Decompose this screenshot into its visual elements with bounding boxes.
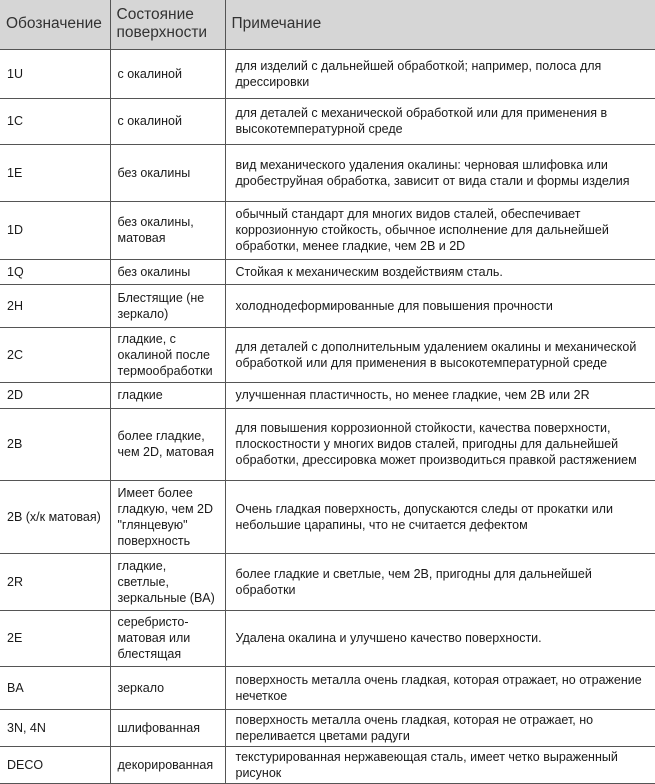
table-row <box>0 666 655 709</box>
note-cell: улучшенная пластичность, но менее гладкие, чем 2B или 2R <box>225 382 655 408</box>
designation-cell: 2R <box>0 553 110 610</box>
designation-cell: 2B (х/к матовая) <box>0 480 110 553</box>
table-row <box>0 709 655 746</box>
table-row <box>0 382 655 408</box>
designation-cell: 1C <box>0 98 110 144</box>
note-cell: для деталей с механической обработкой или для применения в высокотемпературной среде <box>225 98 655 144</box>
table-row <box>0 610 655 666</box>
surface-state-cell: Блестящие (не зеркало) <box>110 284 225 327</box>
designation-cell: 2H <box>0 284 110 327</box>
note-cell: Стойкая к механическим воздействиям сталь. <box>225 259 655 284</box>
note-cell: вид механического удаления окалины: черновая шлифовка или дробеструйная обработка, зависит от вида стали и формы изделия <box>225 144 655 201</box>
surface-state-cell: зеркало <box>110 666 225 709</box>
designation-cell: 1E <box>0 144 110 201</box>
surface-state-cell: Имеет более гладкую, чем 2D "глянцевую" поверхность <box>110 480 225 553</box>
table-row <box>0 327 655 382</box>
surface-state-cell: с окалиной <box>110 98 225 144</box>
table-row <box>0 284 655 327</box>
note-cell: Очень гладкая поверхность, допускаются следы от прокатки или небольшие царапины, что не считается дефектом <box>225 480 655 553</box>
surface-state-cell: шлифованная <box>110 709 225 746</box>
table-row <box>0 49 655 98</box>
surface-state-cell: гладкие, светлые, зеркальные (BA) <box>110 553 225 610</box>
note-cell: для повышения коррозионной стойкости, качества поверхности, плоскостности у многих видов сталей, пригодны для дальнейшей обработки, дрессировка может производиться правкой растяжением <box>225 408 655 480</box>
surface-state-cell: гладкие, с окалиной после термообработки <box>110 327 225 382</box>
surface-state-cell: без окалины <box>110 259 225 284</box>
surface-state-cell: без окалины <box>110 144 225 201</box>
table-row <box>0 408 655 480</box>
table-row <box>0 98 655 144</box>
note-cell: обычный стандарт для многих видов сталей, обеспечивает коррозионную стойкость, обычное исполнение для дальнейшей обработки, менее гладкие, чем 2B и 2D <box>225 201 655 259</box>
note-cell: холоднодеформированные для повышения прочности <box>225 284 655 327</box>
designation-cell: 3N, 4N <box>0 709 110 746</box>
note-cell: для деталей с дополнительным удалением окалины и механической обработкой или для применения в высокотемпературной среде <box>225 327 655 382</box>
designation-cell: 1D <box>0 201 110 259</box>
designation-cell: 1U <box>0 49 110 98</box>
table-row <box>0 259 655 284</box>
table-row <box>0 201 655 259</box>
note-cell: более гладкие и светлые, чем 2B, пригодны для дальнейшей обработки <box>225 553 655 610</box>
surface-state-cell: декорированная <box>110 746 225 783</box>
surface-state-cell: серебристо-матовая или блестящая <box>110 610 225 666</box>
designation-cell: 1Q <box>0 259 110 284</box>
header-surface-state: Состояние поверхности <box>110 0 225 49</box>
header-note: Примечание <box>225 0 655 49</box>
note-cell: текстурированная нержавеющая сталь, имеет четко выраженный рисунок <box>225 746 655 783</box>
designation-cell: DECO <box>0 746 110 783</box>
surface-state-cell: с окалиной <box>110 49 225 98</box>
header-designation: Обозначение <box>0 0 110 49</box>
designation-cell: 2E <box>0 610 110 666</box>
surface-state-cell: более гладкие, чем 2D, матовая <box>110 408 225 480</box>
surface-state-cell: гладкие <box>110 382 225 408</box>
table-row <box>0 144 655 201</box>
note-cell: поверхность металла очень гладкая, которая не отражает, но переливается цветами радуги <box>225 709 655 746</box>
note-cell: для изделий с дальнейшей обработкой; например, полоса для дрессировки <box>225 49 655 98</box>
designation-cell: 2C <box>0 327 110 382</box>
note-cell: Удалена окалина и улучшено качество поверхности. <box>225 610 655 666</box>
surface-state-cell: без окалины, матовая <box>110 201 225 259</box>
table-row <box>0 746 655 783</box>
designation-cell: 2D <box>0 382 110 408</box>
table-row <box>0 553 655 610</box>
table-header-row <box>0 0 655 49</box>
table-row <box>0 480 655 553</box>
designation-cell: BA <box>0 666 110 709</box>
note-cell: поверхность металла очень гладкая, которая отражает, но отражение нечеткое <box>225 666 655 709</box>
designation-cell: 2B <box>0 408 110 480</box>
